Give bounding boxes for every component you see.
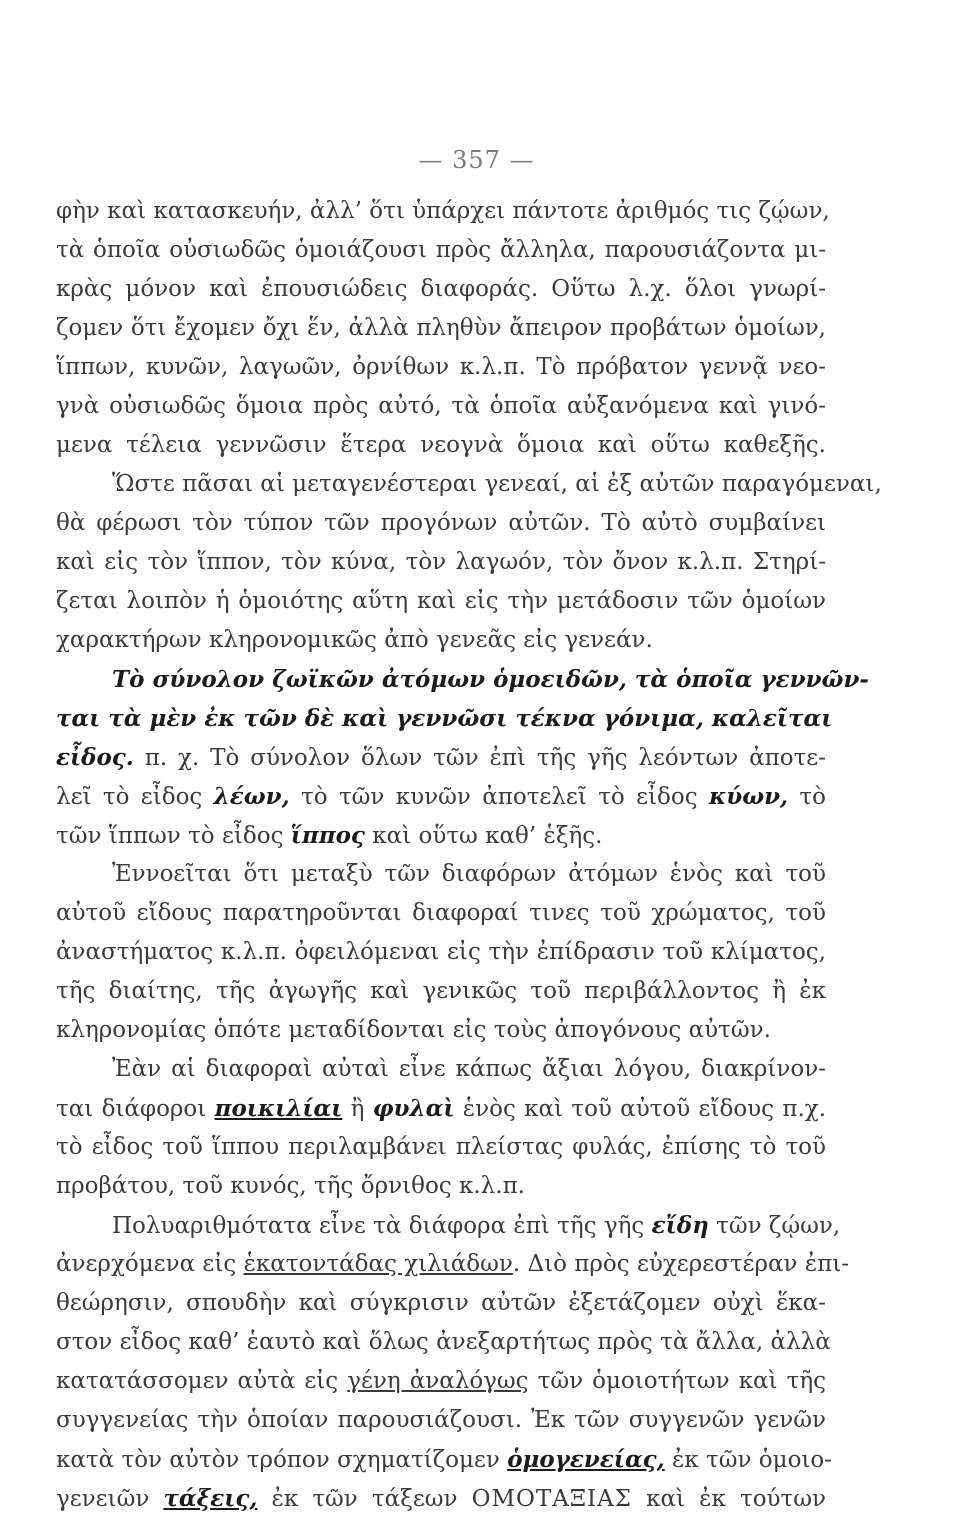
text-span: π. χ. Τὸ σύνολον ὅλων τῶν ἐπὶ τῆς γῆς λεόντων ἀποτε- [133, 745, 826, 771]
term-omogeneias: ὁμογενείας, [507, 1446, 665, 1473]
text-line [56, 1089, 826, 1128]
page-number: — 357 — [418, 146, 535, 174]
text-line [56, 816, 826, 855]
text-line [56, 1206, 841, 1245]
term-fylai: φυλαὶ [372, 1095, 455, 1122]
text-line: αὐτοῦ εἴδους παρατηροῦνται διαφοραί τινες τοῦ χρώματος, τοῦ [56, 900, 826, 926]
text-line: τὸ εἶδος τοῦ ἵππου περιλαμβάνει πλείστας φυλάς, ἐπίσης τὸ τοῦ [56, 1134, 826, 1160]
text-span: ἀνερχόμενα εἰς [56, 1251, 244, 1277]
term-kyon: κύων, [709, 783, 789, 810]
text-span: τὸ [788, 784, 826, 810]
text-line: καὶ εἰς τὸν ἵππον, τὸν κύνα, τὸν λαγωόν, τὸν ὄνον κ.λ.π. Στηρί- [56, 549, 826, 575]
text-span: καὶ ἐκ τούτων [631, 1486, 826, 1512]
underlined-span: γένη ἀναλόγως [347, 1368, 529, 1394]
term-eidos: εἶδος. [56, 744, 134, 771]
text-span: λεῖ τὸ εἶδος [56, 784, 214, 810]
underlined-span: ἑκατοντάδας χιλιάδων [243, 1251, 513, 1277]
text-line: θεώρησιν, σπουδὴν καὶ σύγκρισιν αὐτῶν ἐξετάζομεν οὐχὶ ἕκα- [56, 1290, 826, 1316]
text-span: κατατάσσομεν αὐτὰ εἰς [56, 1368, 348, 1394]
text-line: θὰ φέρωσι τὸν τύπον τῶν προγόνων αὐτῶν. Τὸ αὐτὸ συμβαίνει [56, 510, 826, 536]
text-line: ἵππων, κυνῶν, λαγωῶν, ὀρνίθων κ.λ.π. Τὸ πρόβατον γεννᾷ νεο- [56, 354, 826, 380]
text-line: γνὰ οὐσιωδῶς ὅμοια πρὸς αὐτό, τὰ ὁποῖα αὐξανόμενα καὶ γινό- [56, 393, 826, 419]
text-line: ζεται λοιπὸν ἡ ὁμοιότης αὕτη καὶ εἰς τὴν μετάδοσιν τῶν ὁμοίων [56, 588, 826, 614]
text-line: Ὥστε πᾶσαι αἱ μεταγενέστεραι γενεαί, αἱ ἐξ αὐτῶν παραγόμεναι, [112, 471, 882, 497]
text-line [56, 1245, 850, 1284]
text-line: κληρονομίας ὁπότε μεταδίδονται εἰς τοὺς ἀπογόνους αὐτῶν. [56, 1017, 771, 1043]
text-line [56, 1440, 833, 1479]
text-span: ἢ [342, 1096, 373, 1122]
text-line: τῆς διαίτης, τῆς ἀγωγῆς καὶ γενικῶς τοῦ περιβάλλοντος ἢ ἐκ [56, 978, 826, 1004]
text-span: καὶ οὕτω καθ’ ἑξῆς. [364, 823, 603, 849]
text-line: μενα τέλεια γεννῶσιν ἕτερα νεογνὰ ὅμοια καὶ οὕτω καθεξῆς. [56, 432, 826, 458]
text-line: τὰ ὁποῖα οὐσιωδῶς ὁμοιάζουσι πρὸς ἄλληλα, παρουσιάζοντα μι- [56, 237, 826, 263]
text-span: ἐκ τῶν ὁμοιο- [664, 1447, 833, 1473]
text-line: κρὰς μόνον καὶ ἐπουσιώδεις διαφοράς. Οὕτω λ.χ. ὅλοι γνωρί- [56, 276, 826, 302]
definition-line: ται τὰ μὲν ἐκ τῶν δὲ καὶ γεννῶσι τέκνα γόνιμα, καλεῖται [56, 705, 833, 732]
text-line [56, 1479, 826, 1518]
text-line: στον εἶδος καθ’ ἑαυτὸ καὶ ὅλως ἀνεξαρτήτως πρὸς τὰ ἄλλα, ἀλλὰ [56, 1329, 831, 1355]
text-span: τῶν ζῴων, [708, 1213, 841, 1239]
text-span: τῶν ἵππων τὸ εἶδος [56, 823, 291, 849]
text-line: ἀναστήματος κ.λ.π. ὀφειλόμεναι εἰς τὴν ἐπίδρασιν τοῦ κλίματος, [56, 939, 826, 965]
text-span: ἑνὸς καὶ τοῦ αὐτοῦ εἴδους π.χ. [454, 1096, 827, 1122]
definition-line: Τὸ σύνολον ζωϊκῶν ἀτόμων ὁμοειδῶν, τὰ ὁποῖα γεννῶν- [112, 666, 869, 693]
term-leon: λέων, [213, 783, 290, 810]
text-line: φὴν καὶ κατασκευήν, ἀλλ’ ὅτι ὑπάρχει πάντοτε ἀριθμός τις ζῴων, [56, 198, 830, 224]
text-span: τῶν ὁμοιοτήτων καὶ τῆς [528, 1368, 826, 1394]
definition-line [56, 738, 826, 777]
page-body [56, 192, 882, 1518]
text-span: . Διὸ πρὸς εὐχερεστέραν ἐπι- [512, 1251, 850, 1277]
term-taxeis: τάξεις, [163, 1485, 258, 1512]
text-span: ἐκ τῶν τάξεων [257, 1486, 472, 1512]
text-line: Ἐὰν αἱ διαφοραὶ αὐταὶ εἶνε κάπως ἄξιαι λόγου, διακρίνον- [112, 1056, 826, 1082]
text-line: χαρακτήρων κληρονομικῶς ἀπὸ γενεᾶς εἰς γενεάν. [56, 627, 653, 653]
text-line: ζομεν ὅτι ἔχομεν ὄχι ἕν, ἀλλὰ πληθὺν ἄπειρον προβάτων ὁμοίων, [56, 315, 826, 341]
text-line: Ἐννοεῖται ὅτι μεταξὺ τῶν διαφόρων ἀτόμων ἑνὸς καὶ τοῦ [112, 861, 826, 887]
term-ippos: ἵππος [290, 822, 365, 849]
text-span: Πολυαριθμότατα εἶνε τὰ διάφορα ἐπὶ τῆς γῆς [112, 1213, 652, 1239]
text-line [56, 777, 826, 816]
text-span: γενειῶν [56, 1486, 164, 1512]
text-line: συγγενείας τὴν ὁποίαν παρουσιάζουσι. Ἐκ τῶν συγγενῶν γενῶν [56, 1407, 826, 1433]
text-line: προβάτου, τοῦ κυνός, τῆς ὄρνιθος κ.λ.π. [56, 1173, 525, 1199]
text-line [56, 1362, 826, 1401]
term-omotaxias: ΟΜΟΤΑΞΙΑΣ [471, 1486, 632, 1512]
text-span: τὸ τῶν κυνῶν ἀποτελεῖ τὸ εἶδος [289, 784, 709, 810]
term-eidi: εἴδη [651, 1212, 709, 1239]
text-span: κατὰ τὸν αὐτὸν τρόπον σχηματίζομεν [56, 1447, 508, 1473]
term-poikiliai: ποικιλίαι [214, 1095, 343, 1122]
text-span: ται διάφοροι [56, 1096, 215, 1122]
